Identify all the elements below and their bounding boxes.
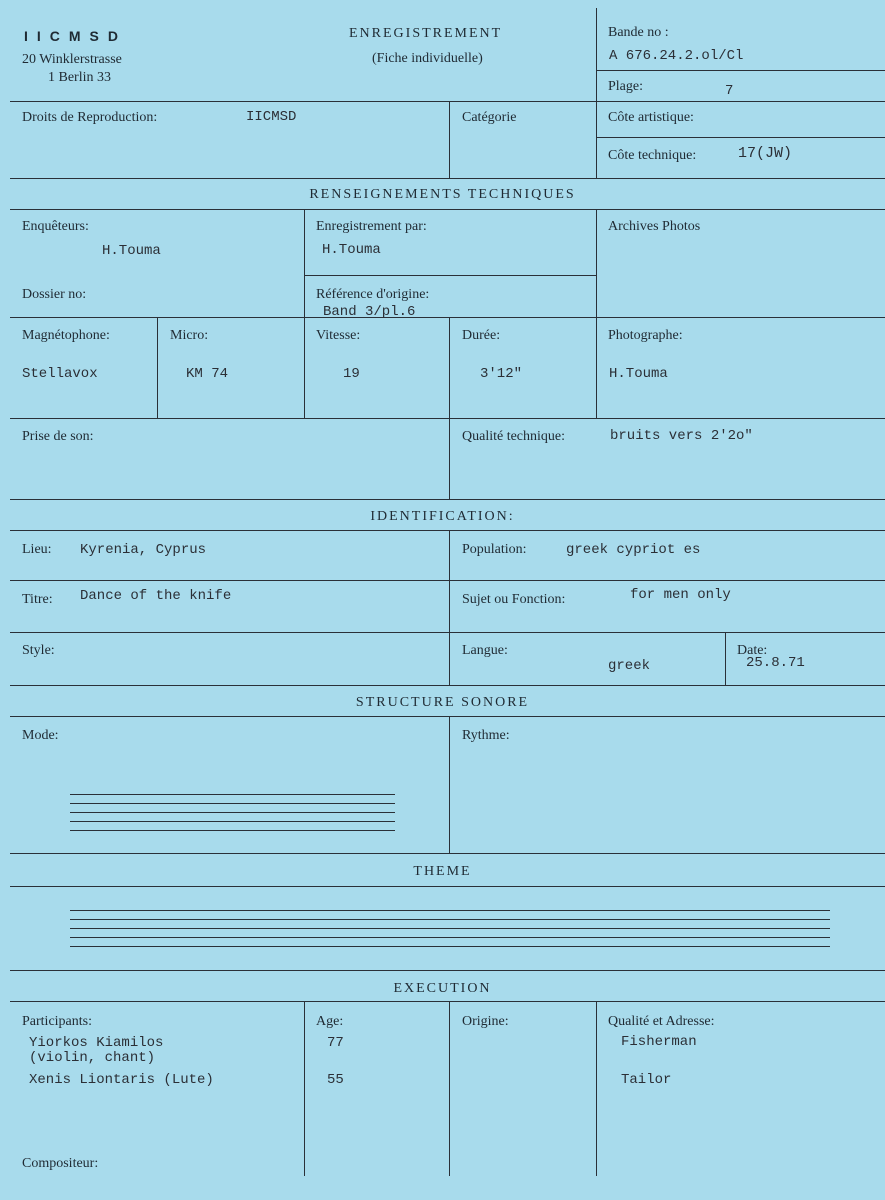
rule [10,632,885,633]
style-label: Style: [22,643,55,658]
theme-writing-line [70,946,830,947]
rule [10,685,885,686]
titre-value: Dance of the knife [80,588,232,604]
plage-label: Plage: [608,79,643,94]
enregistrement-par-label: Enregistrement par: [316,219,427,234]
rule [10,317,885,318]
population-label: Population: [462,542,527,557]
section-structure-title: STRUCTURE SONORE [355,695,530,710]
mode-label: Mode: [22,728,59,743]
enqueteurs-value: H.Touma [102,243,161,259]
cote-technique-label: Côte technique: [608,148,697,163]
rule [10,580,885,581]
prise-de-son-label: Prise de son: [22,429,94,444]
theme-writing-line [70,928,830,929]
qualite-technique-value: bruits vers 2'2o" [610,428,753,444]
rule [10,530,885,531]
micro-label: Micro: [170,328,209,343]
participants-label: Participants: [22,1014,92,1029]
rule [10,716,885,717]
reference-label: Référence d'origine: [316,287,430,302]
sujet-label: Sujet ou Fonction: [462,592,566,607]
photographe-value: H.Touma [609,366,668,382]
micro-value: KM 74 [186,366,229,382]
lieu-label: Lieu: [22,542,52,557]
theme-writing-line [70,910,830,911]
enregistrement-par-value: H.Touma [322,242,381,258]
section-identification-title: IDENTIFICATION: [370,509,515,524]
rule [597,137,885,138]
langue-label: Langue: [462,643,508,658]
rule [10,1001,885,1002]
sujet-value: for men only [630,587,731,603]
vitesse-label: Vitesse: [316,328,361,343]
duree-value: 3'12" [480,366,523,382]
participant-name: Yiorkos Kiamilos [29,1035,164,1051]
plage-value: 7 [725,83,734,99]
rule [10,418,885,419]
bande-label: Bande no : [608,25,669,40]
theme-writing-line [70,919,830,920]
magnetophone-label: Magnétophone: [22,328,110,343]
divider [725,632,726,685]
participant-occupation: Fisherman [621,1034,697,1050]
participant-age: 55 [327,1072,344,1088]
qualite-technique-label: Qualité technique: [462,429,566,444]
mode-writing-line [70,830,395,831]
mode-writing-line [70,812,395,813]
address-line-1: 20 Winklerstrasse [22,52,122,67]
divider [596,209,597,418]
mode-writing-line [70,794,395,795]
qualite-adresse-label: Qualité et Adresse: [608,1014,715,1029]
age-label: Age: [316,1014,344,1029]
origine-label: Origine: [462,1014,509,1029]
cote-artistique-label: Côte artistique: [608,110,694,125]
categorie-label: Catégorie [462,110,517,125]
rule [10,853,885,854]
divider [596,1001,597,1176]
theme-writing-line [70,937,830,938]
enqueteurs-label: Enquêteurs: [22,219,89,234]
divider [596,8,597,101]
titre-label: Titre: [22,592,53,607]
droits-value: IICMSD [246,109,297,125]
mode-writing-line [70,821,395,822]
divider [157,317,158,418]
droits-label: Droits de Reproduction: [22,110,158,125]
rule [304,275,596,276]
divider [449,716,450,853]
mode-writing-line [70,803,395,804]
participant-age: 77 [327,1035,344,1051]
dossier-label: Dossier no: [22,287,87,302]
rule [597,70,885,71]
lieu-value: Kyrenia, Cyprus [80,542,207,558]
duree-label: Durée: [462,328,501,343]
vitesse-value: 19 [343,366,360,382]
population-value: greek cypriot es [566,542,701,558]
divider [449,1001,450,1176]
rule [10,886,885,887]
divider [449,530,450,685]
section-technical-title: RENSEIGNEMENTS TECHNIQUES [309,187,576,202]
langue-value: greek [608,658,651,674]
divider [596,101,597,178]
address-line-2: 1 Berlin 33 [48,70,111,85]
divider [449,317,450,499]
rule [10,970,885,971]
participant-role: (violin, chant) [29,1050,156,1066]
rule [10,499,885,500]
bande-value: A 676.24.2.ol/Cl [609,48,744,64]
cote-technique-value: 17(JW) [738,145,793,162]
section-theme-title: THEME [413,864,472,879]
compositeur-label: Compositeur: [22,1156,99,1171]
divider [304,1001,305,1176]
photographe-label: Photographe: [608,328,683,343]
divider [304,209,305,418]
rule [10,101,885,102]
date-label: Date: [737,643,768,658]
org-logo: IICMSD [24,28,127,44]
reference-value: Band 3/pl.6 [323,304,416,320]
participant-name: Xenis Liontaris (Lute) [29,1072,214,1088]
rule [10,178,885,179]
rule [10,209,885,210]
form-title: ENREGISTREMENT [349,26,503,41]
participant-occupation: Tailor [621,1072,672,1088]
form-subtitle: (Fiche individuelle) [372,51,483,66]
divider [449,101,450,178]
archives-photos-label: Archives Photos [608,219,701,234]
date-value: 25.8.71 [746,655,805,671]
section-execution-title: EXECUTION [393,981,492,996]
magnetophone-value: Stellavox [22,366,98,382]
rythme-label: Rythme: [462,728,510,743]
